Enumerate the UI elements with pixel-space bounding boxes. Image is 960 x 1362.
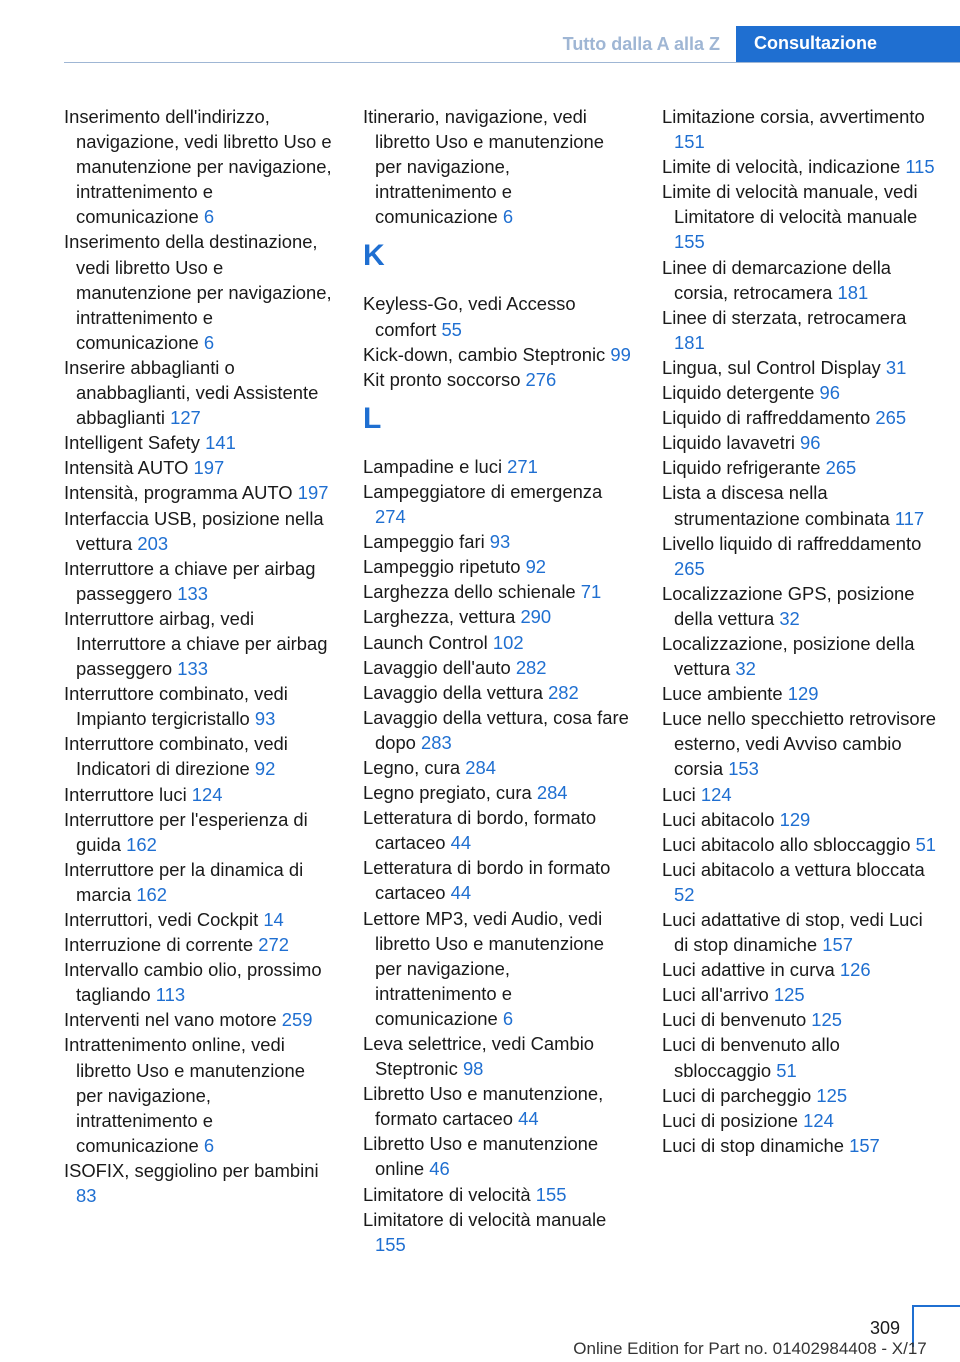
index-entry-text: Luci di benvenuto allo sbloccaggio (662, 1034, 840, 1081)
index-entry (64, 606, 332, 681)
index-entry-text: Larghezza, vettura (363, 606, 516, 628)
index-page-link[interactable]: 162 (136, 883, 167, 905)
index-entry (662, 1032, 942, 1082)
index-page-link[interactable]: 274 (375, 506, 406, 528)
index-page-link[interactable]: 283 (421, 731, 452, 753)
index-entry (363, 554, 631, 579)
index-entry (64, 1032, 332, 1157)
index-entry (363, 104, 631, 229)
index-page-link[interactable]: 44 (450, 882, 472, 904)
index-entry (363, 529, 631, 554)
index-entry-text: Limite di velocità, indicazione (662, 156, 901, 178)
index-entry-text: Interruzione di corrente (64, 934, 254, 956)
index-entry (662, 455, 942, 480)
index-entry-text: Intervallo cambio olio, prossimo tagliando (64, 959, 322, 1006)
index-entry-text: Luci all'arrivo (662, 984, 769, 1006)
index-entry-text: Interruttori, vedi Cockpit (64, 909, 259, 930)
index-entry (64, 229, 332, 354)
index-entry-text: Interruttore airbag, vedi Interruttore a chiave per airbag passeggero (64, 607, 328, 680)
index-column-1 (64, 104, 332, 1208)
index-entry-text: Localizzazione, posizione della vettura (662, 632, 915, 680)
index-entry-text: Launch Control (363, 631, 488, 653)
index-entry (662, 405, 942, 430)
index-page-link[interactable]: 96 (819, 382, 840, 404)
index-entry (64, 782, 332, 807)
index-page-link[interactable]: 14 (263, 909, 284, 930)
index-page-link[interactable]: 265 (825, 457, 857, 479)
index-entry-text: Limitatore di velocità manuale (363, 1208, 607, 1230)
index-entry (363, 604, 631, 629)
index-entry (662, 957, 942, 982)
index-entry-text: Lavaggio della vettura (363, 681, 543, 703)
index-page-link[interactable]: 92 (254, 758, 276, 780)
index-page-link[interactable]: 125 (816, 1084, 848, 1106)
index-entry-text: Luci abitacolo allo sbloccaggio (662, 833, 911, 855)
index-entry (662, 255, 942, 305)
index-page-link[interactable]: 6 (502, 1007, 514, 1029)
index-page-link[interactable]: 155 (375, 1233, 406, 1255)
index-entry (662, 1108, 942, 1133)
index-page-link[interactable]: 284 (536, 782, 568, 804)
index-entry (363, 1131, 631, 1181)
index-entry (363, 630, 631, 655)
index-entry-text: Luci di parcheggio (662, 1084, 812, 1106)
index-page-link[interactable]: 141 (205, 432, 236, 454)
index-entry-text: Interruttore combinato, vedi Impianto tergicristallo (64, 683, 288, 730)
index-page-link[interactable]: 153 (728, 758, 759, 780)
index-page-link[interactable]: 93 (489, 531, 511, 553)
index-entry-text: Lettore MP3, vedi Audio, vedi libretto Uso e manutenzione per navigazione, intrattenimento e comunicazione (363, 907, 604, 1029)
index-entry (662, 154, 942, 179)
index-entry-text: Lavaggio della vettura, cosa fare dopo (363, 706, 629, 753)
index-entry (662, 480, 942, 530)
index-entry-text: Legno pregiato, cura (363, 782, 532, 804)
index-entry (662, 305, 942, 355)
index-entry (363, 755, 631, 780)
index-entry-text: Luci adattive in curva (662, 959, 835, 981)
index-entry-text: Inserimento della destinazione, vedi libretto Uso e manutenzione per navigazione, intrattenimento e comunicazione (64, 231, 332, 353)
index-page-link[interactable]: 98 (462, 1058, 484, 1080)
index-entry-text: Luci di benvenuto (662, 1009, 807, 1031)
index-entry (64, 907, 332, 932)
index-entry (64, 556, 332, 606)
index-entry-text: Livello liquido di raffreddamento (662, 532, 922, 554)
index-entry-text: Libretto Uso e manutenzione online (363, 1133, 599, 1180)
index-entry-text: Liquido di raffreddamento (662, 407, 871, 429)
index-entry (662, 1083, 942, 1108)
index-page-link[interactable]: 6 (203, 206, 215, 228)
index-entry (363, 291, 631, 341)
index-entry-text: Liquido detergente (662, 382, 815, 404)
index-entry-text: Inserimento dell'indirizzo, navigazione, vedi libretto Uso e manutenzione per navigazione, intrattenimento e comunicazione (64, 106, 332, 228)
index-page-link[interactable]: 6 (203, 1134, 215, 1156)
index-entry (64, 807, 332, 857)
index-page-link[interactable]: 282 (515, 656, 547, 678)
index-entry-text: Lista a discesa nella strumentazione combinata (662, 482, 890, 529)
index-page-link[interactable]: 133 (177, 582, 208, 604)
index-page-link[interactable]: 126 (839, 959, 871, 981)
index-page-link[interactable]: 284 (465, 756, 496, 778)
index-page-link[interactable]: 259 (281, 1009, 313, 1031)
index-entry-text: Interruttore combinato, vedi Indicatori di direzione (64, 733, 288, 780)
index-page-link[interactable]: 265 (875, 407, 907, 429)
index-entry (662, 681, 942, 706)
index-entry-text: Localizzazione GPS, posizione della vettura (662, 582, 915, 629)
index-entry (662, 104, 942, 154)
index-entry-text: Lampadine e luci (363, 455, 503, 477)
index-entry (363, 680, 631, 705)
index-entry-text: Luci adattative di stop, vedi Luci di stop dinamiche (662, 909, 923, 956)
index-page-link[interactable]: 276 (525, 368, 557, 390)
index-entry (64, 857, 332, 907)
index-entry (64, 430, 332, 455)
index-entry (662, 179, 942, 254)
index-entry-text: Kit pronto soccorso (363, 368, 521, 390)
index-entry (363, 805, 631, 855)
index-page-link[interactable]: 31 (885, 356, 907, 378)
index-entry-text: Interventi nel vano motore (64, 1009, 277, 1031)
index-entry (64, 957, 332, 1007)
index-page-link[interactable]: 51 (915, 833, 937, 855)
index-page-link[interactable]: 124 (803, 1109, 834, 1131)
index-entry (363, 705, 631, 755)
index-entry-text: Lampeggiatore di emergenza (363, 480, 603, 502)
index-entry-text: Limite di velocità manuale, vedi Limitatore di velocità manuale (662, 181, 918, 228)
edition-footer: Online Edition for Part no. 01402984408 - X/17 (573, 1339, 927, 1358)
index-entry (662, 782, 942, 807)
index-entry-text: Libretto Uso e manutenzione, formato cartaceo (363, 1083, 604, 1130)
index-entry (363, 579, 631, 604)
index-entry (363, 367, 631, 392)
index-page-link[interactable]: 124 (191, 783, 223, 805)
index-entry-text: Interruttore per la dinamica di marcia (64, 858, 304, 905)
index-page-link[interactable]: 162 (126, 833, 157, 855)
header-chapter-tab: Consultazione (736, 26, 960, 62)
index-entry (64, 681, 332, 731)
index-entry-text: Intelligent Safety (64, 432, 200, 454)
index-entry (662, 631, 942, 681)
index-entry-text: Luci abitacolo (662, 808, 775, 830)
index-entry-text: Liquido lavavetri (662, 432, 795, 454)
index-entry (662, 1133, 942, 1158)
index-entry-text: Keyless-Go, vedi Accesso comfort (363, 293, 576, 340)
index-entry-text: Interruttore a chiave per airbag passeggero (64, 557, 316, 604)
index-entry-text: Luci (662, 783, 696, 805)
index-page-link[interactable]: 51 (776, 1059, 797, 1081)
index-page-link[interactable]: 71 (580, 581, 602, 603)
index-column-3 (662, 104, 942, 1158)
index-page-link[interactable]: 102 (492, 631, 524, 653)
index-entry (662, 807, 942, 832)
index-entry-text: Lavaggio dell'auto (363, 656, 511, 678)
index-page-link[interactable]: 83 (76, 1185, 97, 1207)
index-entry (363, 655, 631, 680)
index-entry-text: Letteratura di bordo, formato cartaceo (363, 807, 597, 854)
index-entry (64, 932, 332, 957)
index-entry (662, 706, 942, 781)
index-entry (64, 1158, 332, 1208)
index-entry-text: Intrattenimento online, vedi libretto Uso e manutenzione per navigazione, intrattenimento e comunicazione (64, 1034, 305, 1156)
index-page-link[interactable]: 44 (450, 832, 472, 854)
index-page-link[interactable]: 44 (518, 1108, 539, 1130)
index-page-link[interactable]: 272 (258, 934, 289, 956)
index-page-link[interactable]: 155 (674, 231, 705, 253)
index-entry (64, 1007, 332, 1032)
index-entry (363, 855, 631, 905)
index-entry (64, 731, 332, 781)
index-page-link[interactable]: 197 (297, 482, 329, 504)
page-number: 309 (869, 1318, 900, 1338)
index-entry (363, 342, 631, 367)
index-page-link[interactable]: 115 (905, 156, 935, 178)
index-page-link[interactable]: 129 (787, 683, 819, 705)
index-page-link[interactable]: 265 (674, 557, 705, 579)
index-entry (662, 581, 942, 631)
index-entry-text: Linee di sterzata, retrocamera (662, 306, 907, 328)
index-entry (363, 906, 631, 1031)
index-entry (363, 479, 631, 529)
index-entry-text: Itinerario, navigazione, vedi libretto Uso e manutenzione per navigazione, intrattenimento e comunicazione (363, 106, 604, 228)
index-entry (662, 355, 942, 380)
index-page-link[interactable]: 93 (254, 708, 276, 730)
index-page-link[interactable]: 129 (779, 808, 811, 830)
index-entry (363, 1081, 631, 1131)
index-entry-text: Linee di demarcazione della corsia, retrocamera (662, 256, 892, 303)
index-entry-text: Legno, cura (363, 756, 461, 778)
index-page-link[interactable]: 32 (779, 607, 800, 629)
index-entry-text: Letteratura di bordo in formato cartaceo (363, 857, 611, 904)
index-entry (662, 907, 942, 957)
index-entry-text: Interruttore luci (64, 783, 187, 805)
index-page-link[interactable]: 181 (837, 281, 869, 303)
index-entry-text: Interruttore per l'esperienza di guida (64, 808, 308, 855)
index-entry-text: Lingua, sul Control Display (662, 356, 881, 378)
index-page-link[interactable]: 157 (822, 934, 853, 956)
index-entry-text: Lampeggio fari (363, 531, 485, 553)
index-page-link[interactable]: 55 (441, 318, 462, 340)
index-entry (363, 1031, 631, 1081)
index-entry (363, 780, 631, 805)
index-page-link[interactable]: 96 (800, 432, 821, 454)
footer-horizontal-rule (913, 1305, 960, 1307)
index-entry-text: Inserire abbaglianti o anabbaglianti, vedi Assistente abbaglianti (64, 356, 319, 429)
index-entry (662, 982, 942, 1007)
index-entry (64, 480, 332, 505)
index-entry (662, 380, 942, 405)
index-letter-heading: K (363, 239, 385, 273)
index-page-link[interactable]: 113 (155, 984, 186, 1006)
index-page-link[interactable]: 125 (811, 1009, 842, 1031)
index-entry-text: Luci di stop dinamiche (662, 1134, 844, 1156)
index-entry-text: Kick-down, cambio Steptronic (363, 343, 606, 365)
index-page-link[interactable]: 157 (849, 1134, 880, 1156)
index-entry (64, 104, 332, 229)
index-entry-text: Intensità, programma AUTO (64, 482, 293, 504)
index-page-link[interactable]: 271 (507, 455, 538, 477)
index-entry (363, 1207, 631, 1257)
header-section-title: Tutto dalla A alla Z (562, 34, 720, 54)
index-entry (662, 857, 942, 907)
index-column-2 (363, 104, 631, 1257)
index-page-link[interactable]: 290 (520, 606, 552, 628)
index-entry-text: Luci di posizione (662, 1109, 798, 1131)
index-entry-text: Lampeggio ripetuto (363, 556, 521, 578)
index-page-link[interactable]: 92 (525, 556, 547, 578)
index-page-link[interactable]: 6 (502, 206, 514, 228)
index-entry (662, 832, 942, 857)
index-entry (64, 455, 332, 480)
index-entry-text: Luce ambiente (662, 683, 783, 705)
index-page-link[interactable]: 282 (548, 681, 579, 703)
index-entry (662, 430, 942, 455)
index-page-link[interactable]: 125 (773, 984, 805, 1006)
index-page-link[interactable]: 133 (177, 658, 208, 680)
index-entry-text: Luci abitacolo a vettura bloccata (662, 858, 925, 880)
index-entry (363, 1182, 631, 1207)
index-entry-text: Limitatore di velocità (363, 1183, 531, 1205)
index-entry-text: Liquido refrigerante (662, 457, 821, 479)
index-entry-text: ISOFIX, seggiolino per bambini (64, 1159, 319, 1181)
index-page-link[interactable]: 99 (610, 343, 631, 365)
index-page-link[interactable]: 52 (674, 883, 695, 905)
index-entry (662, 531, 942, 581)
index-entry (662, 1007, 942, 1032)
index-entry-text: Luce nello specchietto retrovisore esterno, vedi Avviso cambio corsia (662, 708, 936, 780)
index-entry-text: Leva selettrice, vedi Cambio Steptronic (363, 1033, 595, 1080)
index-page-link[interactable]: 203 (137, 532, 169, 554)
index-entry (363, 454, 631, 479)
index-page-link[interactable]: 197 (193, 457, 225, 479)
index-entry-text: Interfaccia USB, posizione nella vettura (64, 507, 324, 554)
index-page-link[interactable]: 124 (700, 783, 732, 805)
index-page-link[interactable]: 155 (535, 1183, 567, 1205)
index-entry-text: Intensità AUTO (64, 457, 189, 479)
index-page-link[interactable]: 32 (735, 658, 756, 680)
index-page-link[interactable]: 181 (674, 331, 705, 353)
index-entry (64, 506, 332, 556)
index-page-link[interactable]: 151 (674, 131, 705, 153)
index-entry-text: Limitazione corsia, avvertimento (662, 106, 925, 127)
header-divider (64, 62, 960, 63)
index-entry (64, 355, 332, 430)
index-page-link[interactable]: 46 (429, 1158, 450, 1180)
index-page-link[interactable]: 117 (894, 507, 925, 529)
index-page-link[interactable]: 6 (203, 331, 215, 353)
index-entry-text: Larghezza dello schienale (363, 581, 576, 603)
index-page-link[interactable]: 127 (170, 407, 201, 429)
index-letter-heading: L (363, 401, 382, 435)
